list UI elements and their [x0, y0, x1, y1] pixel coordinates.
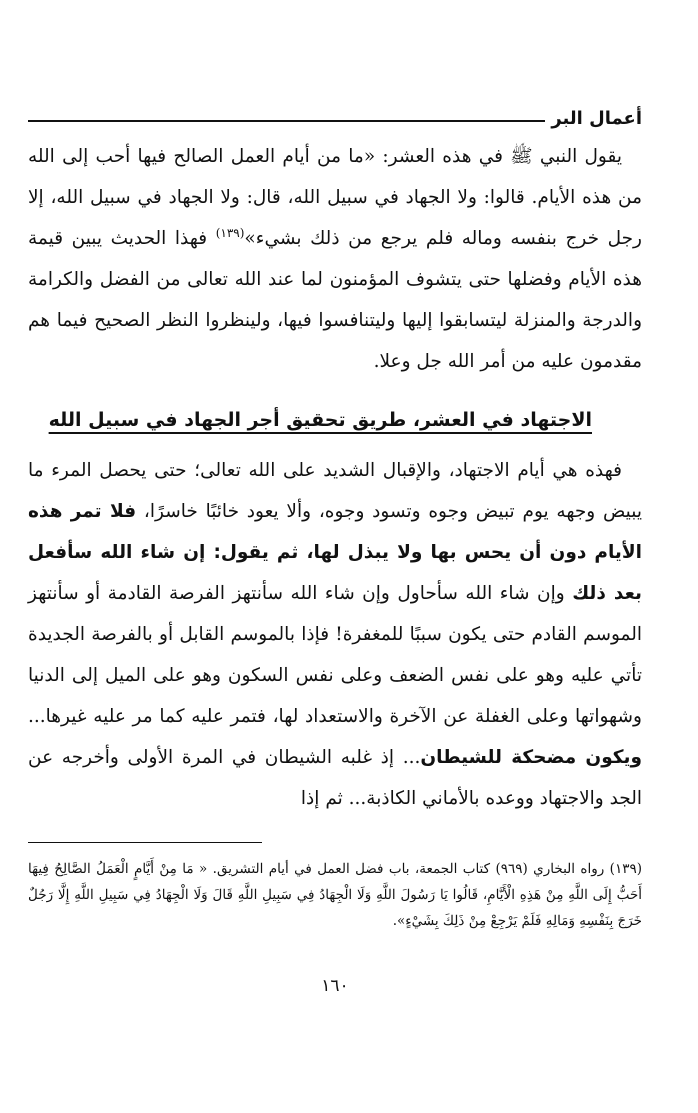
footnote-separator	[28, 842, 262, 843]
section-heading-wrap	[28, 400, 642, 440]
paragraph-text-b: وإن شاء الله سأحاول وإن شاء الله سأنتهز الفرصة القادمة أو سأنتهز الموسم القادم حتى يكون سببًا للمغفرة! فإذا بالموسم القابل أو بالفرصة الجديدة تأتي عليه وهو على نفس الضعف وعلى نفس السكون وهو على الميل إلى الدنيا وشهواتها وعلى الغفلة عن الآخرة والاستعداد لها، فتمر عليه كما مر عليه غيرها...	[28, 583, 642, 727]
running-header	[28, 96, 642, 130]
section-heading: الاجتهاد في العشر، طريق تحقيق أجر الجهاد في سبيل الله	[48, 409, 592, 431]
paragraph-ijtihad	[28, 450, 642, 819]
hadith-commentary: فهذا الحديث يبين قيمة هذه الأيام وفضلها حتى يتشوف المؤمنون لما عند الله تعالى من الفضل والكرامة والدرجة والمنزلة ليتسابقوا إليها وليتنافسوا فيها، ولينظروا النظر الصحيح فيما هم مقدمون عليه من أمر الله جل وعلا.	[28, 228, 642, 372]
hadith-text: يقول النبي ﷺ في هذه العشر: «ما من أيام العمل الصالح فيها أحب إلى الله من هذه الأيام. قالوا: ولا الجهاد في سبيل الله، قال: ولا الجهاد في سبيل الله، إلا رجل خرج بنفسه وماله فلم يرجع من ذلك بشيء»	[28, 146, 642, 249]
footnote: (١٣٩) رواه البخاري (٩٦٩) كتاب الجمعة، باب فضل العمل في أيام التشريق. « مَا مِنْ أَيَّامٍ الْعَمَلُ الصَّالِحُ فِيهَا أَحَبُّ إِلَى اللَّهِ مِنْ هَذِهِ الْأَيَّامِ، قَالُوا يَا رَسُولَ اللَّهِ وَلَا الْجِهَادُ فِي سَبِيلِ اللَّهِ قَالَ وَلَا الْجِهَادُ فِي سَبِيلِ اللَّهِ إِلَّا رَجُلٌ خَرَجَ بِنَفْسِهِ وَمَالِهِ فَلَمْ يَرْجِعْ مِنْ ذَلِكَ بِشَيْءٍ».	[28, 861, 642, 929]
page-number: ١٦٠	[321, 976, 349, 996]
emphasis-text-a: فلا تمر هذه الأيام دون أن يحس بها ولا يبذل لها، ثم يقول: إن شاء الله سأفعل بعد ذلك	[28, 501, 642, 604]
paragraph-text-c: ... إذ غلبه الشيطان في المرة الأولى وأخرجه عن الجد والاجتهاد ووعده بالأماني الكاذبة... ثم إذا	[28, 747, 642, 809]
running-title: أعمال البر	[551, 108, 642, 129]
footnote-reference: (١٣٩)	[215, 225, 245, 240]
emphasis-text-b: ويكون مضحكة للشيطان	[420, 747, 642, 768]
header-rule	[28, 120, 545, 122]
paragraph-text-a: فهذه هي أيام الاجتهاد، والإقبال الشديد على الله تعالى؛ حتى يحصل المرء ما يبيض وجهه يوم تبيض وجوه وتسود وجوه، وألا يعود خائبًا خاسرًا،	[28, 460, 642, 522]
book-page	[28, 96, 642, 996]
paragraph-hadith	[28, 136, 642, 382]
